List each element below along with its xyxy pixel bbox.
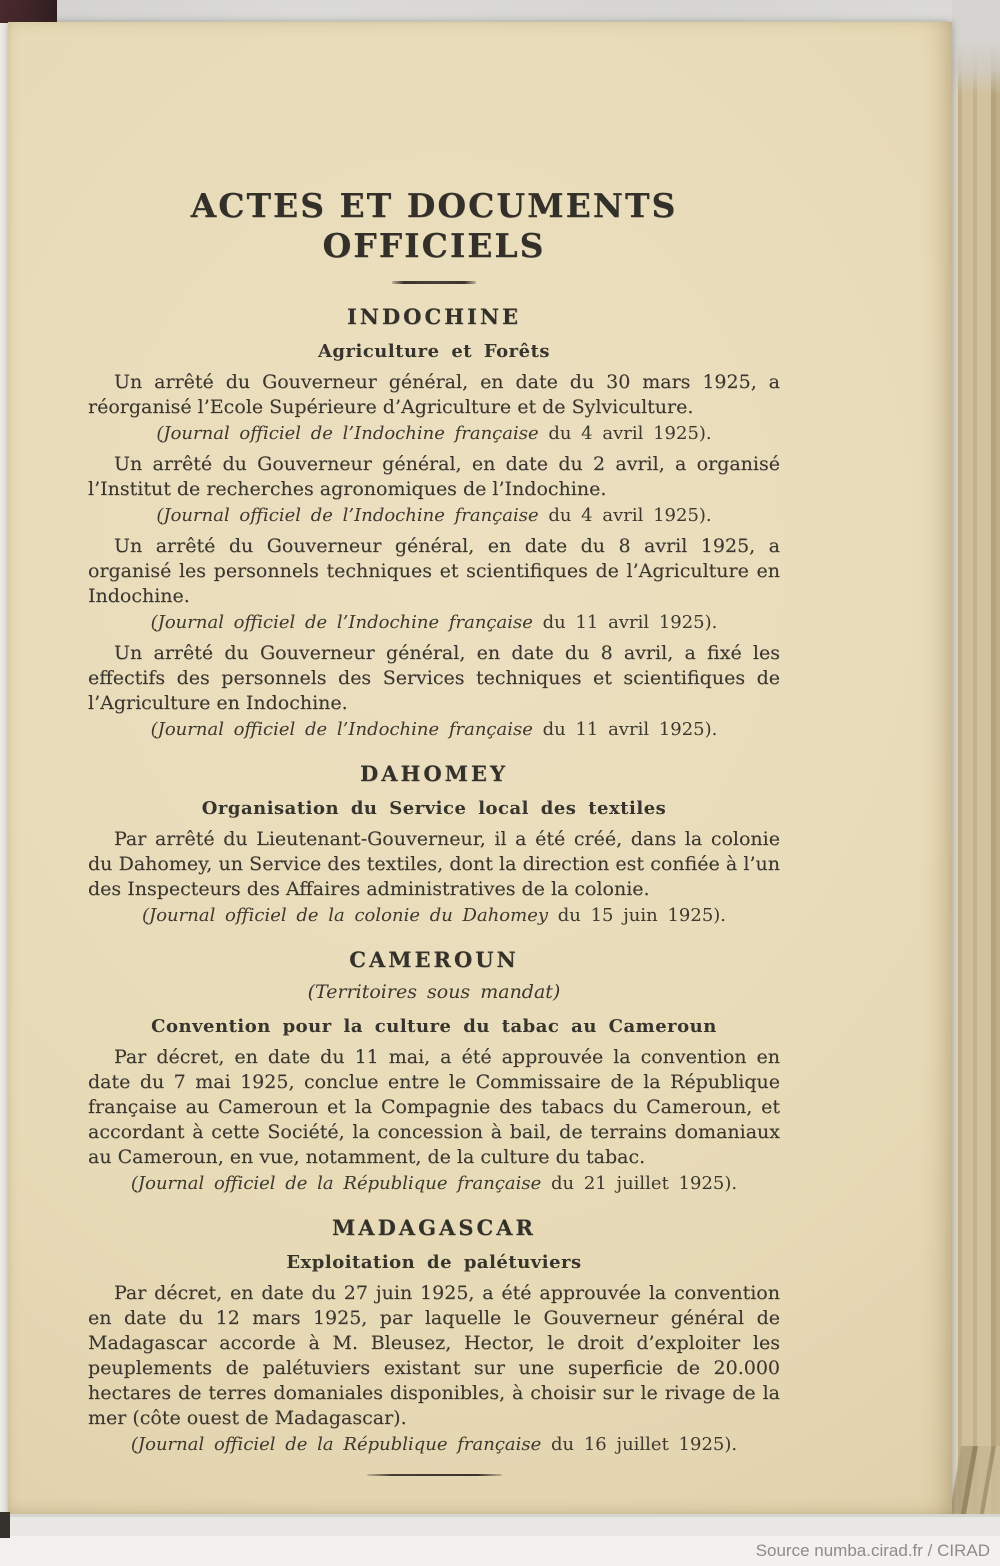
section-madagascar [88, 1215, 780, 1456]
citation [88, 422, 780, 445]
title-divider [392, 281, 476, 284]
citation-date: du 11 avril 1925). [532, 719, 718, 740]
paragraph: Par décret, en date du 11 mai, a été approuvée la convention en date du 7 mai 1925, conclue entre le Commissaire de la République française au Cameroun et la Compagnie des tabacs du Cameroun, et accordant à cette Société, la concession à bail, de terrains domaniaux au Cameroun, en vue, notamment, de la culture du tabac. [88, 1046, 780, 1168]
citation-journal: (Journal officiel de la République française [130, 1434, 542, 1455]
section-indochine [88, 304, 780, 741]
book-page-edges-top [952, 0, 1000, 96]
section-subheading: Agriculture et Forêts [317, 341, 551, 362]
paragraph: Un arrêté du Gouverneur général, en date du 8 avril, a fixé les effectifs des personnels des Services techniques et scientifiques de l’Agriculture en Indochine. [88, 642, 780, 714]
citation-journal: (Journal officiel de l’Indochine française [156, 505, 539, 526]
citation-date: du 4 avril 1925). [538, 423, 712, 444]
citation-date: du 11 avril 1925). [532, 612, 718, 633]
end-divider [367, 1474, 502, 1476]
paragraph: Un arrêté du Gouverneur général, en date du 2 avril, a organisé l’Institut de recherches agronomiques de l’Indochine. [88, 453, 780, 500]
citation-date: du 21 juillet 1925). [541, 1173, 738, 1194]
citation-journal: (Journal officiel de l’Indochine française [156, 423, 539, 444]
paragraph: Par décret, en date du 27 juin 1925, a été approuvée la convention en date du 12 mars 1925, par laquelle le Gouverneur général de Madagascar accorde à M. Bleusez, Hector, le droit d’exploiter les peuplements de palétuviers existant sur une superficie de 20.000 hectares de terres domaniales disponibles, à choisir sur le rivage de la mer (côte ouest de Madagascar). [88, 1282, 780, 1429]
paragraph: Par arrêté du Lieutenant-Gouverneur, il a été créé, dans la colonie du Dahomey, un Service des textiles, dont la direction est confiée à l’un des Inspecteurs des Affaires administratives de la colonie. [88, 828, 780, 900]
citation [88, 1433, 780, 1456]
section-heading: CAMEROUN [349, 947, 519, 972]
section-cameroun [88, 947, 780, 1195]
citation-journal: (Journal officiel de l’Indochine française [150, 719, 533, 740]
citation [88, 504, 780, 527]
section-dahomey [88, 761, 780, 927]
section-heading: INDOCHINE [346, 304, 522, 329]
citation [88, 904, 780, 927]
book-cover-sliver [0, 1512, 10, 1538]
page-left-edge [0, 23, 8, 1515]
citation-date: du 16 juillet 1925). [541, 1434, 738, 1455]
section-subheading: Exploitation de palétuviers [286, 1252, 582, 1273]
citation [88, 611, 780, 634]
paragraph: Un arrêté du Gouverneur général, en date du 30 mars 1925, a réorganisé l’Ecole Supérieure d’Agriculture et de Sylviculture. [88, 371, 780, 418]
source-bar [0, 1536, 1000, 1566]
book-spine-corner [0, 0, 57, 23]
citation-journal: (Journal officiel de la colonie du Dahomey [141, 905, 549, 926]
paragraph: Un arrêté du Gouverneur général, en date du 8 avril 1925, a organisé les personnels techniques et scientifiques de l’Agriculture en Indochine. [88, 535, 780, 607]
section-subheading: Convention pour la culture du tabac au Cameroun [151, 1016, 717, 1037]
section-heading: MADAGASCAR [332, 1215, 536, 1240]
page-title: ACTES ET DOCUMENTS OFFICIELS [190, 186, 678, 265]
document-page [8, 22, 952, 1516]
citation [88, 718, 780, 741]
section-subheading: Organisation du Service local des textiles [201, 798, 667, 819]
source-watermark: Source numba.cirad.fr / CIRAD [755, 1541, 990, 1560]
citation-date: du 15 juin 1925). [548, 905, 727, 926]
citation-journal: (Journal officiel de l’Indochine française [150, 612, 533, 633]
citation-journal: (Journal officiel de la République française [130, 1173, 542, 1194]
book-page-edges [952, 0, 1000, 1540]
section-heading: DAHOMEY [360, 761, 508, 786]
citation [88, 1172, 780, 1195]
citation-date: du 4 avril 1925). [538, 505, 712, 526]
scanner-background-top [0, 0, 1000, 24]
mandate-note: (Territoires sous mandat) [307, 981, 561, 1003]
